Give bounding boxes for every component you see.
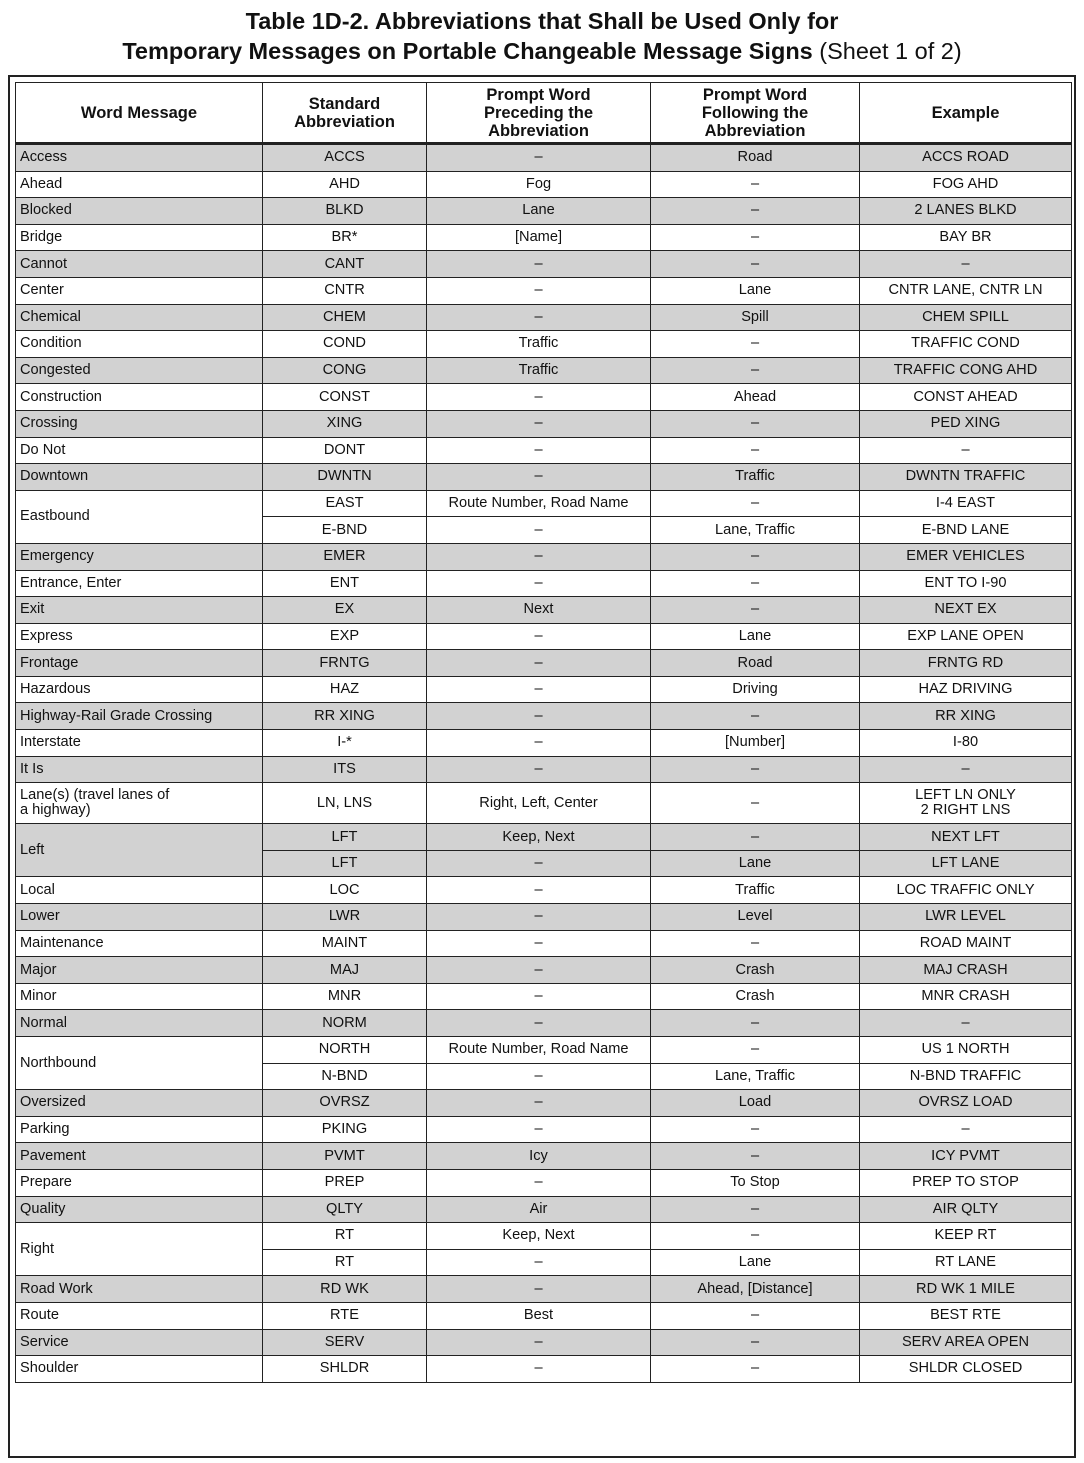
example-cell: BEST RTE bbox=[860, 1302, 1072, 1329]
prompt-preceding-cell: – bbox=[427, 277, 651, 304]
prompt-following-cell: Traffic bbox=[651, 877, 860, 904]
word-message-cell: Do Not bbox=[16, 437, 263, 464]
abbreviation-cell: HAZ bbox=[263, 676, 427, 703]
table-row bbox=[16, 224, 1072, 251]
abbreviation-cell: RT bbox=[263, 1223, 427, 1250]
prompt-preceding-cell: – bbox=[427, 904, 651, 931]
word-message-cell: Cannot bbox=[16, 251, 263, 278]
abbreviation-cell: LFT bbox=[263, 850, 427, 877]
example-cell: TRAFFIC CONG AHD bbox=[860, 357, 1072, 384]
table-row bbox=[16, 597, 1072, 624]
word-message-cell: Route bbox=[16, 1302, 263, 1329]
header-row bbox=[16, 83, 1072, 144]
table-row bbox=[16, 756, 1072, 783]
column-header-prompt-preceding bbox=[427, 83, 651, 144]
abbreviation-cell: PKING bbox=[263, 1116, 427, 1143]
table-row bbox=[16, 983, 1072, 1010]
word-message-cell: Local bbox=[16, 877, 263, 904]
table-row bbox=[16, 1010, 1072, 1037]
word-message-cell: Emergency bbox=[16, 543, 263, 570]
example-cell: LEFT LN ONLY 2 RIGHT LNS bbox=[860, 783, 1072, 824]
prompt-preceding-cell: – bbox=[427, 251, 651, 278]
table-row bbox=[16, 410, 1072, 437]
prompt-following-cell: – bbox=[651, 597, 860, 624]
word-message-cell: It Is bbox=[16, 756, 263, 783]
table-row bbox=[16, 1302, 1072, 1329]
prompt-preceding-cell: – bbox=[427, 1063, 651, 1090]
table-row bbox=[16, 384, 1072, 411]
example-cell: KEEP RT bbox=[860, 1223, 1072, 1250]
abbreviation-cell: MNR bbox=[263, 983, 427, 1010]
abbreviation-cell: ITS bbox=[263, 756, 427, 783]
abbreviation-cell: E-BND bbox=[263, 517, 427, 544]
example-cell: RT LANE bbox=[860, 1249, 1072, 1276]
table-row bbox=[16, 1223, 1072, 1250]
prompt-following-cell: [Number] bbox=[651, 730, 860, 757]
prompt-following-cell: – bbox=[651, 1037, 860, 1064]
table-row bbox=[16, 1196, 1072, 1223]
prompt-following-cell: Traffic bbox=[651, 464, 860, 491]
prompt-preceding-cell: Air bbox=[427, 1196, 651, 1223]
abbreviation-cell: LN, LNS bbox=[263, 783, 427, 824]
word-message-cell: Service bbox=[16, 1329, 263, 1356]
prompt-preceding-cell: Next bbox=[427, 597, 651, 624]
prompt-preceding-cell: – bbox=[427, 756, 651, 783]
column-header-prompt-following bbox=[651, 83, 860, 144]
table-row bbox=[16, 650, 1072, 677]
abbreviation-cell: N-BND bbox=[263, 1063, 427, 1090]
table-row bbox=[16, 1143, 1072, 1170]
column-header-prompt-following-label: Prompt Word Following the Abbreviation bbox=[701, 85, 809, 140]
prompt-following-cell: – bbox=[651, 224, 860, 251]
column-header-standard-abbreviation bbox=[263, 83, 427, 144]
table-row bbox=[16, 144, 1072, 172]
column-header-prompt-preceding-label: Prompt Word Preceding the Abbreviation bbox=[483, 85, 594, 140]
example-cell: – bbox=[860, 251, 1072, 278]
word-message-cell: Parking bbox=[16, 1116, 263, 1143]
prompt-preceding-cell: Keep, Next bbox=[427, 1223, 651, 1250]
abbreviation-cell: EAST bbox=[263, 490, 427, 517]
abbreviation-cell: QLTY bbox=[263, 1196, 427, 1223]
table-row bbox=[16, 1329, 1072, 1356]
word-message-cell: Quality bbox=[16, 1196, 263, 1223]
prompt-preceding-cell: Fog bbox=[427, 171, 651, 198]
table-row bbox=[16, 623, 1072, 650]
prompt-following-cell: – bbox=[651, 1143, 860, 1170]
prompt-following-cell: – bbox=[651, 783, 860, 824]
prompt-preceding-cell: Icy bbox=[427, 1143, 651, 1170]
example-cell: SERV AREA OPEN bbox=[860, 1329, 1072, 1356]
word-message-cell: Exit bbox=[16, 597, 263, 624]
example-cell: – bbox=[860, 1010, 1072, 1037]
example-cell: CHEM SPILL bbox=[860, 304, 1072, 331]
table-row bbox=[16, 703, 1072, 730]
table-row bbox=[16, 277, 1072, 304]
word-message-cell: Ahead bbox=[16, 171, 263, 198]
abbreviation-cell: CONG bbox=[263, 357, 427, 384]
example-cell: OVRSZ LOAD bbox=[860, 1090, 1072, 1117]
abbreviation-cell: BR* bbox=[263, 224, 427, 251]
abbreviation-cell: NORTH bbox=[263, 1037, 427, 1064]
word-message-cell: Access bbox=[16, 144, 263, 172]
prompt-preceding-cell: – bbox=[427, 570, 651, 597]
prompt-preceding-cell: – bbox=[427, 623, 651, 650]
column-header-example: Example bbox=[860, 83, 1072, 144]
word-message-cell: Lane(s) (travel lanes of a highway) bbox=[16, 783, 263, 824]
prompt-following-cell: – bbox=[651, 1116, 860, 1143]
prompt-following-cell: – bbox=[651, 251, 860, 278]
prompt-preceding-cell: [Name] bbox=[427, 224, 651, 251]
word-message-cell: Bridge bbox=[16, 224, 263, 251]
example-cell: NEXT LFT bbox=[860, 824, 1072, 851]
abbreviation-cell: SERV bbox=[263, 1329, 427, 1356]
example-cell: MNR CRASH bbox=[860, 983, 1072, 1010]
table-row bbox=[16, 1169, 1072, 1196]
abbreviation-cell: SHLDR bbox=[263, 1356, 427, 1383]
prompt-preceding-cell: – bbox=[427, 437, 651, 464]
table-title bbox=[0, 6, 1084, 66]
abbreviations-table bbox=[15, 82, 1072, 1383]
prompt-preceding-cell: Right, Left, Center bbox=[427, 783, 651, 824]
prompt-preceding-cell: – bbox=[427, 144, 651, 172]
example-cell: N-BND TRAFFIC bbox=[860, 1063, 1072, 1090]
prompt-following-cell: – bbox=[651, 543, 860, 570]
word-message-cell: Minor bbox=[16, 983, 263, 1010]
column-header-word-message: Word Message bbox=[16, 83, 263, 144]
example-cell: LWR LEVEL bbox=[860, 904, 1072, 931]
abbreviation-cell: DONT bbox=[263, 437, 427, 464]
abbreviation-cell: EX bbox=[263, 597, 427, 624]
prompt-following-cell: – bbox=[651, 570, 860, 597]
example-cell: US 1 NORTH bbox=[860, 1037, 1072, 1064]
word-message-cell: Congested bbox=[16, 357, 263, 384]
prompt-following-cell: Spill bbox=[651, 304, 860, 331]
prompt-following-cell: Road bbox=[651, 650, 860, 677]
word-message-cell: Condition bbox=[16, 331, 263, 358]
example-cell: ROAD MAINT bbox=[860, 930, 1072, 957]
example-cell: CONST AHEAD bbox=[860, 384, 1072, 411]
abbreviation-cell: OVRSZ bbox=[263, 1090, 427, 1117]
abbreviation-cell: MAJ bbox=[263, 957, 427, 984]
example-cell: FOG AHD bbox=[860, 171, 1072, 198]
word-message-cell: Crossing bbox=[16, 410, 263, 437]
table-row bbox=[16, 331, 1072, 358]
example-cell: 2 LANES BLKD bbox=[860, 198, 1072, 225]
table-row bbox=[16, 251, 1072, 278]
prompt-preceding-cell: – bbox=[427, 703, 651, 730]
table-body bbox=[16, 144, 1072, 1383]
abbreviation-cell: CNTR bbox=[263, 277, 427, 304]
example-cell: LOC TRAFFIC ONLY bbox=[860, 877, 1072, 904]
example-cell: DWNTN TRAFFIC bbox=[860, 464, 1072, 491]
abbreviation-cell: LWR bbox=[263, 904, 427, 931]
title-line-2-bold: Temporary Messages on Portable Changeable Message Signs bbox=[122, 38, 813, 64]
prompt-preceding-cell: – bbox=[427, 1090, 651, 1117]
prompt-preceding-cell: – bbox=[427, 304, 651, 331]
example-cell: – bbox=[860, 437, 1072, 464]
example-cell: ACCS ROAD bbox=[860, 144, 1072, 172]
word-message-cell: Hazardous bbox=[16, 676, 263, 703]
prompt-following-cell: Crash bbox=[651, 957, 860, 984]
table-row bbox=[16, 171, 1072, 198]
prompt-following-cell: – bbox=[651, 171, 860, 198]
table-row bbox=[16, 357, 1072, 384]
word-message-cell: Chemical bbox=[16, 304, 263, 331]
abbreviation-cell: CANT bbox=[263, 251, 427, 278]
example-cell: I-80 bbox=[860, 730, 1072, 757]
abbreviation-cell: RTE bbox=[263, 1302, 427, 1329]
abbreviation-cell: PREP bbox=[263, 1169, 427, 1196]
prompt-following-cell: Load bbox=[651, 1090, 860, 1117]
abbreviation-cell: PVMT bbox=[263, 1143, 427, 1170]
example-cell: MAJ CRASH bbox=[860, 957, 1072, 984]
prompt-following-cell: – bbox=[651, 1196, 860, 1223]
abbreviation-cell: LOC bbox=[263, 877, 427, 904]
prompt-preceding-cell: – bbox=[427, 517, 651, 544]
word-message-cell: Northbound bbox=[16, 1037, 263, 1090]
prompt-following-cell: – bbox=[651, 756, 860, 783]
table-row bbox=[16, 1276, 1072, 1303]
word-message-cell: Interstate bbox=[16, 730, 263, 757]
example-cell: PREP TO STOP bbox=[860, 1169, 1072, 1196]
example-cell: CNTR LANE, CNTR LN bbox=[860, 277, 1072, 304]
abbreviation-cell: COND bbox=[263, 331, 427, 358]
prompt-following-cell: – bbox=[651, 357, 860, 384]
table-row bbox=[16, 783, 1072, 824]
prompt-following-cell: – bbox=[651, 1302, 860, 1329]
word-message-cell: Construction bbox=[16, 384, 263, 411]
table-row bbox=[16, 437, 1072, 464]
prompt-preceding-cell: – bbox=[427, 957, 651, 984]
example-cell: EXP LANE OPEN bbox=[860, 623, 1072, 650]
prompt-following-cell: – bbox=[651, 1329, 860, 1356]
word-message-cell: Center bbox=[16, 277, 263, 304]
prompt-following-cell: To Stop bbox=[651, 1169, 860, 1196]
table-row bbox=[16, 464, 1072, 491]
abbreviation-cell: ACCS bbox=[263, 144, 427, 172]
table-row bbox=[16, 904, 1072, 931]
word-message-cell: Lower bbox=[16, 904, 263, 931]
prompt-preceding-cell: – bbox=[427, 1010, 651, 1037]
word-message-cell: Oversized bbox=[16, 1090, 263, 1117]
abbreviation-cell: MAINT bbox=[263, 930, 427, 957]
table-row bbox=[16, 730, 1072, 757]
word-message-cell: Blocked bbox=[16, 198, 263, 225]
example-cell: EMER VEHICLES bbox=[860, 543, 1072, 570]
word-message-cell: Frontage bbox=[16, 650, 263, 677]
example-cell: RR XING bbox=[860, 703, 1072, 730]
prompt-preceding-cell: Traffic bbox=[427, 357, 651, 384]
prompt-preceding-cell: – bbox=[427, 730, 651, 757]
table-row bbox=[16, 877, 1072, 904]
prompt-preceding-cell: – bbox=[427, 676, 651, 703]
prompt-preceding-cell: Lane bbox=[427, 198, 651, 225]
word-message-cell: Normal bbox=[16, 1010, 263, 1037]
abbreviation-cell: NORM bbox=[263, 1010, 427, 1037]
prompt-preceding-cell: – bbox=[427, 1329, 651, 1356]
example-cell: BAY BR bbox=[860, 224, 1072, 251]
example-cell: ICY PVMT bbox=[860, 1143, 1072, 1170]
prompt-preceding-cell: Best bbox=[427, 1302, 651, 1329]
table-row bbox=[16, 543, 1072, 570]
table-row bbox=[16, 1356, 1072, 1383]
column-header-standard-abbreviation-label: Standard Abbreviation bbox=[294, 94, 395, 131]
prompt-preceding-cell: – bbox=[427, 877, 651, 904]
example-cell: RD WK 1 MILE bbox=[860, 1276, 1072, 1303]
table-row bbox=[16, 490, 1072, 517]
prompt-following-cell: Ahead bbox=[651, 384, 860, 411]
example-cell: I-4 EAST bbox=[860, 490, 1072, 517]
table-row bbox=[16, 1116, 1072, 1143]
prompt-following-cell: – bbox=[651, 1223, 860, 1250]
word-message-cell: Left bbox=[16, 824, 263, 877]
prompt-preceding-cell: Keep, Next bbox=[427, 824, 651, 851]
table-row bbox=[16, 676, 1072, 703]
prompt-preceding-cell: – bbox=[427, 983, 651, 1010]
abbreviation-cell: DWNTN bbox=[263, 464, 427, 491]
abbreviation-cell: EXP bbox=[263, 623, 427, 650]
prompt-preceding-cell: – bbox=[427, 1116, 651, 1143]
abbreviation-cell: RR XING bbox=[263, 703, 427, 730]
prompt-preceding-cell: Route Number, Road Name bbox=[427, 1037, 651, 1064]
title-line-1: Table 1D-2. Abbreviations that Shall be Used Only for bbox=[245, 8, 839, 34]
prompt-following-cell: – bbox=[651, 410, 860, 437]
prompt-following-cell: Lane bbox=[651, 623, 860, 650]
word-message-cell: Major bbox=[16, 957, 263, 984]
word-message-cell: Shoulder bbox=[16, 1356, 263, 1383]
prompt-following-cell: – bbox=[651, 930, 860, 957]
table-row bbox=[16, 824, 1072, 851]
prompt-preceding-cell: – bbox=[427, 850, 651, 877]
prompt-preceding-cell: – bbox=[427, 464, 651, 491]
prompt-following-cell: Road bbox=[651, 144, 860, 172]
word-message-cell: Maintenance bbox=[16, 930, 263, 957]
title-line-2 bbox=[0, 36, 1084, 66]
example-cell: SHLDR CLOSED bbox=[860, 1356, 1072, 1383]
abbreviation-cell: XING bbox=[263, 410, 427, 437]
word-message-cell: Pavement bbox=[16, 1143, 263, 1170]
prompt-following-cell: – bbox=[651, 824, 860, 851]
prompt-following-cell: Ahead, [Distance] bbox=[651, 1276, 860, 1303]
word-message-cell: Highway-Rail Grade Crossing bbox=[16, 703, 263, 730]
prompt-following-cell: Level bbox=[651, 904, 860, 931]
example-cell: LFT LANE bbox=[860, 850, 1072, 877]
table-row bbox=[16, 304, 1072, 331]
prompt-following-cell: – bbox=[651, 1010, 860, 1037]
prompt-preceding-cell: – bbox=[427, 384, 651, 411]
abbreviation-cell: EMER bbox=[263, 543, 427, 570]
prompt-following-cell: Lane bbox=[651, 850, 860, 877]
table-row bbox=[16, 930, 1072, 957]
title-sheet-note: (Sheet 1 of 2) bbox=[812, 38, 962, 64]
abbreviation-cell: CHEM bbox=[263, 304, 427, 331]
prompt-following-cell: – bbox=[651, 703, 860, 730]
prompt-following-cell: – bbox=[651, 331, 860, 358]
example-cell: PED XING bbox=[860, 410, 1072, 437]
word-message-cell: Eastbound bbox=[16, 490, 263, 543]
prompt-following-cell: Lane, Traffic bbox=[651, 1063, 860, 1090]
table-row bbox=[16, 1090, 1072, 1117]
word-message-cell: Right bbox=[16, 1223, 263, 1276]
prompt-preceding-cell: – bbox=[427, 410, 651, 437]
prompt-preceding-cell: – bbox=[427, 930, 651, 957]
word-message-cell: Downtown bbox=[16, 464, 263, 491]
abbreviation-cell: FRNTG bbox=[263, 650, 427, 677]
prompt-following-cell: Lane bbox=[651, 1249, 860, 1276]
abbreviation-cell: I-* bbox=[263, 730, 427, 757]
example-cell: HAZ DRIVING bbox=[860, 676, 1072, 703]
abbreviation-cell: ENT bbox=[263, 570, 427, 597]
word-message-cell: Road Work bbox=[16, 1276, 263, 1303]
prompt-following-cell: Lane, Traffic bbox=[651, 517, 860, 544]
prompt-preceding-cell: – bbox=[427, 543, 651, 570]
example-cell: – bbox=[860, 756, 1072, 783]
example-cell: FRNTG RD bbox=[860, 650, 1072, 677]
prompt-preceding-cell: Route Number, Road Name bbox=[427, 490, 651, 517]
prompt-preceding-cell: – bbox=[427, 650, 651, 677]
prompt-preceding-cell: Traffic bbox=[427, 331, 651, 358]
abbreviation-cell: LFT bbox=[263, 824, 427, 851]
prompt-following-cell: Driving bbox=[651, 676, 860, 703]
example-cell: – bbox=[860, 1116, 1072, 1143]
prompt-following-cell: – bbox=[651, 1356, 860, 1383]
prompt-following-cell: Lane bbox=[651, 277, 860, 304]
prompt-preceding-cell: – bbox=[427, 1249, 651, 1276]
abbreviation-cell: RD WK bbox=[263, 1276, 427, 1303]
abbreviation-cell: BLKD bbox=[263, 198, 427, 225]
abbreviation-cell: RT bbox=[263, 1249, 427, 1276]
prompt-following-cell: – bbox=[651, 437, 860, 464]
prompt-preceding-cell: – bbox=[427, 1276, 651, 1303]
example-cell: TRAFFIC COND bbox=[860, 331, 1072, 358]
example-cell: NEXT EX bbox=[860, 597, 1072, 624]
table-row bbox=[16, 1037, 1072, 1064]
prompt-preceding-cell: – bbox=[427, 1169, 651, 1196]
abbreviation-cell: CONST bbox=[263, 384, 427, 411]
prompt-following-cell: – bbox=[651, 198, 860, 225]
table-row bbox=[16, 198, 1072, 225]
example-cell: E-BND LANE bbox=[860, 517, 1072, 544]
prompt-following-cell: Crash bbox=[651, 983, 860, 1010]
table-row bbox=[16, 570, 1072, 597]
word-message-cell: Entrance, Enter bbox=[16, 570, 263, 597]
prompt-preceding-cell: – bbox=[427, 1356, 651, 1383]
example-cell: ENT TO I-90 bbox=[860, 570, 1072, 597]
word-message-cell: Express bbox=[16, 623, 263, 650]
table-row bbox=[16, 957, 1072, 984]
word-message-cell: Prepare bbox=[16, 1169, 263, 1196]
prompt-following-cell: – bbox=[651, 490, 860, 517]
example-cell: AIR QLTY bbox=[860, 1196, 1072, 1223]
abbreviation-cell: AHD bbox=[263, 171, 427, 198]
